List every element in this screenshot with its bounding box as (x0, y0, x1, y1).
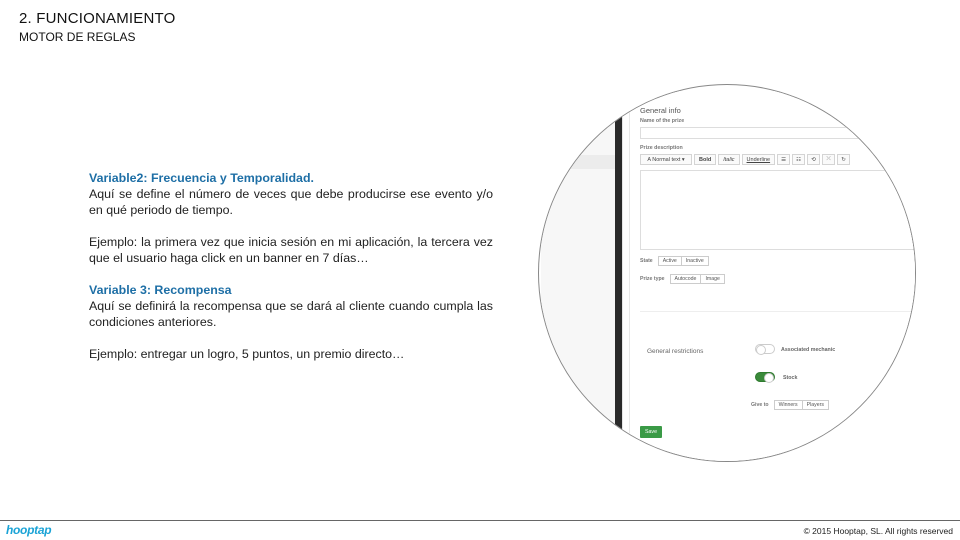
variable2-heading: Variable2: Frecuencia y Temporalidad. (89, 171, 314, 185)
save-button[interactable]: Save (640, 426, 662, 438)
numbered-list-icon[interactable]: ☷ (792, 154, 805, 165)
prize-type-autocode-option[interactable]: Autocode (670, 274, 702, 284)
section-divider (640, 311, 916, 312)
variable3-heading: Variable 3: Recompensa (89, 283, 232, 297)
stock-label: Stock (783, 375, 798, 381)
editor-toolbar (640, 154, 850, 166)
prize-type-row (640, 274, 725, 284)
italic-button[interactable]: Italic (718, 154, 739, 165)
variable2-example: Ejemplo: la primera vez que inicia sesión en mi aplicación, la tercera vez que el usuario haga click en un banner en 7 días… (89, 235, 493, 265)
prize-type-toggle-group (670, 274, 725, 284)
bold-button[interactable]: Bold (694, 154, 716, 165)
copyright-text: © 2015 Hooptap, SL. All rights reserved (803, 526, 953, 536)
hooptap-logo: hooptap (6, 523, 52, 537)
footer-divider (0, 520, 960, 521)
format-dropdown[interactable]: A Normal text ▾ (640, 154, 692, 165)
give-to-toggle-group (774, 400, 829, 410)
associated-mechanic-label: Associated mechanic (781, 347, 836, 353)
prize-type-label: Prize type (640, 276, 665, 282)
slide-title: 2. FUNCIONAMIENTO (19, 10, 176, 27)
give-to-row (751, 400, 829, 410)
variable3-description: Aquí se definirá la recompensa que se dará al cliente cuando cumpla las condiciones anteriores. (89, 299, 493, 329)
state-toggle-group (658, 256, 709, 266)
variable3-example: Ejemplo: entregar un logro, 5 puntos, un premio directo… (89, 347, 405, 361)
prize-description-textarea[interactable] (640, 170, 916, 250)
state-active-option[interactable]: Active (658, 256, 682, 266)
screenshot-magnifier (538, 84, 916, 462)
dark-sidebar-divider (615, 91, 622, 462)
background-app-panel (541, 97, 615, 427)
underline-button[interactable]: Underline (742, 154, 776, 165)
content-text (89, 170, 493, 362)
unlink-icon[interactable]: ⤫ (822, 154, 835, 165)
slide-subtitle: MOTOR DE REGLAS (19, 30, 136, 44)
variable2-description: Aquí se define el número de veces que debe producirse ese evento y/o en qué periodo de tiempo. (89, 187, 493, 217)
state-inactive-option[interactable]: Inactive (682, 256, 709, 266)
prize-type-image-option[interactable]: Image (701, 274, 724, 284)
state-label: State (640, 258, 653, 264)
link-icon[interactable]: ⟲ (807, 154, 820, 165)
prize-name-input[interactable] (640, 127, 916, 139)
general-info-heading: General info (640, 106, 681, 115)
redo-icon[interactable]: ↻ (837, 154, 850, 165)
state-row (640, 256, 709, 266)
give-to-players-option[interactable]: Players (803, 400, 829, 410)
give-to-winners-option[interactable]: Winners (774, 400, 803, 410)
associated-mechanic-toggle[interactable] (755, 344, 775, 354)
description-label: Prize description (640, 145, 683, 151)
bullet-list-icon[interactable]: ☰ (777, 154, 790, 165)
give-to-label: Give to (751, 402, 769, 408)
general-restrictions-heading: General restrictions (647, 348, 704, 355)
name-label: Name of the prize (640, 118, 685, 124)
stock-toggle[interactable] (755, 372, 775, 382)
